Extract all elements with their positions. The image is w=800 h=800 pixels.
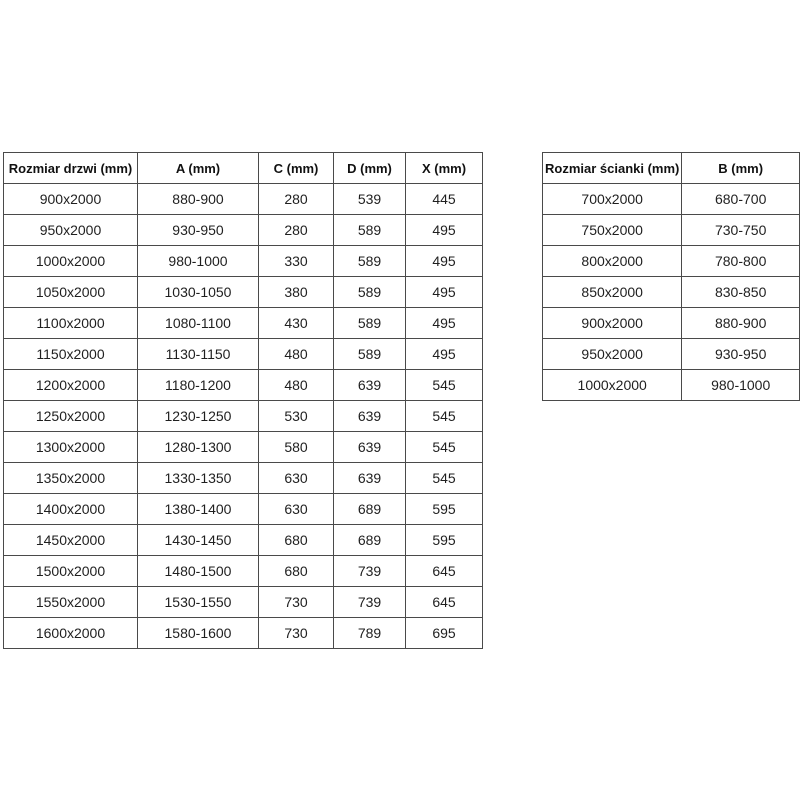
table-row (4, 308, 483, 339)
table-cell: 980-1000 (138, 246, 259, 277)
table-row (4, 215, 483, 246)
table-cell: 1480-1500 (138, 556, 259, 587)
table-cell: 645 (406, 556, 483, 587)
table-cell: 880-900 (138, 184, 259, 215)
table-row (4, 556, 483, 587)
table-row (4, 432, 483, 463)
table-row (4, 339, 483, 370)
table-cell: 639 (334, 463, 406, 494)
table-cell: 1130-1150 (138, 339, 259, 370)
table-cell: 730-750 (682, 215, 800, 246)
table-cell: 545 (406, 401, 483, 432)
table-cell: 689 (334, 525, 406, 556)
table-cell: 495 (406, 246, 483, 277)
table-cell: 980-1000 (682, 370, 800, 401)
table-cell: 1430-1450 (138, 525, 259, 556)
table-row (4, 494, 483, 525)
table-cell: 445 (406, 184, 483, 215)
table-cell: 280 (259, 215, 334, 246)
table-cell: 545 (406, 432, 483, 463)
table-cell: 780-800 (682, 246, 800, 277)
table-cell: 1400x2000 (4, 494, 138, 525)
table-row (4, 277, 483, 308)
column-header: A (mm) (138, 153, 259, 184)
table-row (4, 618, 483, 649)
table-cell: 1450x2000 (4, 525, 138, 556)
table-cell: 695 (406, 618, 483, 649)
table-row (543, 215, 800, 246)
table-cell: 580 (259, 432, 334, 463)
table-cell: 730 (259, 587, 334, 618)
table-cell: 630 (259, 463, 334, 494)
table-cell: 680 (259, 556, 334, 587)
table-row (4, 525, 483, 556)
column-header: X (mm) (406, 153, 483, 184)
wall-dimensions-table (542, 152, 800, 401)
table-cell: 1000x2000 (543, 370, 682, 401)
table-cell: 495 (406, 215, 483, 246)
table-cell: 1580-1600 (138, 618, 259, 649)
table-row (4, 246, 483, 277)
table-cell: 739 (334, 587, 406, 618)
table-cell: 589 (334, 246, 406, 277)
table-cell: 480 (259, 339, 334, 370)
table-cell: 1180-1200 (138, 370, 259, 401)
table-cell: 495 (406, 277, 483, 308)
table-cell: 1530-1550 (138, 587, 259, 618)
table-cell: 589 (334, 308, 406, 339)
table-cell: 639 (334, 370, 406, 401)
table-cell: 1350x2000 (4, 463, 138, 494)
table-cell: 930-950 (138, 215, 259, 246)
table-cell: 730 (259, 618, 334, 649)
table-cell: 639 (334, 401, 406, 432)
table-cell: 900x2000 (4, 184, 138, 215)
table-cell: 380 (259, 277, 334, 308)
header-row (4, 153, 483, 184)
table-cell: 430 (259, 308, 334, 339)
table-cell: 1230-1250 (138, 401, 259, 432)
table-cell: 930-950 (682, 339, 800, 370)
table-cell: 630 (259, 494, 334, 525)
table-cell: 900x2000 (543, 308, 682, 339)
table-cell: 480 (259, 370, 334, 401)
column-header: C (mm) (259, 153, 334, 184)
column-header: B (mm) (682, 153, 800, 184)
table-row (543, 339, 800, 370)
table-cell: 689 (334, 494, 406, 525)
table-cell: 1300x2000 (4, 432, 138, 463)
table-cell: 530 (259, 401, 334, 432)
header-row (543, 153, 800, 184)
table-row (543, 246, 800, 277)
column-header: Rozmiar ścianki (mm) (543, 153, 682, 184)
table-cell: 639 (334, 432, 406, 463)
table-cell: 595 (406, 494, 483, 525)
table-cell: 850x2000 (543, 277, 682, 308)
table-cell: 595 (406, 525, 483, 556)
table-cell: 750x2000 (543, 215, 682, 246)
table-row (4, 463, 483, 494)
table-cell: 680 (259, 525, 334, 556)
table-cell: 545 (406, 463, 483, 494)
table-cell: 739 (334, 556, 406, 587)
table-cell: 545 (406, 370, 483, 401)
table-row (543, 184, 800, 215)
table-cell: 1200x2000 (4, 370, 138, 401)
table-row (4, 370, 483, 401)
table-row (543, 277, 800, 308)
table-cell: 950x2000 (4, 215, 138, 246)
table-row (4, 401, 483, 432)
table-cell: 1380-1400 (138, 494, 259, 525)
table-cell: 330 (259, 246, 334, 277)
table-cell: 1550x2000 (4, 587, 138, 618)
table-cell: 589 (334, 215, 406, 246)
table-cell: 700x2000 (543, 184, 682, 215)
table-row (4, 184, 483, 215)
table-cell: 1030-1050 (138, 277, 259, 308)
table-cell: 1000x2000 (4, 246, 138, 277)
walls-table-container (542, 152, 800, 401)
table-cell: 950x2000 (543, 339, 682, 370)
table-cell: 830-850 (682, 277, 800, 308)
table-cell: 280 (259, 184, 334, 215)
column-header: D (mm) (334, 153, 406, 184)
table-cell: 1100x2000 (4, 308, 138, 339)
table-cell: 1330-1350 (138, 463, 259, 494)
table-cell: 1280-1300 (138, 432, 259, 463)
table-cell: 1500x2000 (4, 556, 138, 587)
table-cell: 1250x2000 (4, 401, 138, 432)
column-header: Rozmiar drzwi (mm) (4, 153, 138, 184)
table-cell: 495 (406, 339, 483, 370)
table-cell: 789 (334, 618, 406, 649)
doors-dimensions-table (3, 152, 483, 649)
table-cell: 1080-1100 (138, 308, 259, 339)
table-cell: 539 (334, 184, 406, 215)
table-cell: 680-700 (682, 184, 800, 215)
table-cell: 800x2000 (543, 246, 682, 277)
table-cell: 645 (406, 587, 483, 618)
table-cell: 1150x2000 (4, 339, 138, 370)
table-cell: 589 (334, 277, 406, 308)
table-cell: 1600x2000 (4, 618, 138, 649)
table-row (4, 587, 483, 618)
table-row (543, 370, 800, 401)
table-cell: 1050x2000 (4, 277, 138, 308)
table-cell: 495 (406, 308, 483, 339)
doors-table-container (3, 152, 483, 649)
table-cell: 589 (334, 339, 406, 370)
table-row (543, 308, 800, 339)
table-cell: 880-900 (682, 308, 800, 339)
